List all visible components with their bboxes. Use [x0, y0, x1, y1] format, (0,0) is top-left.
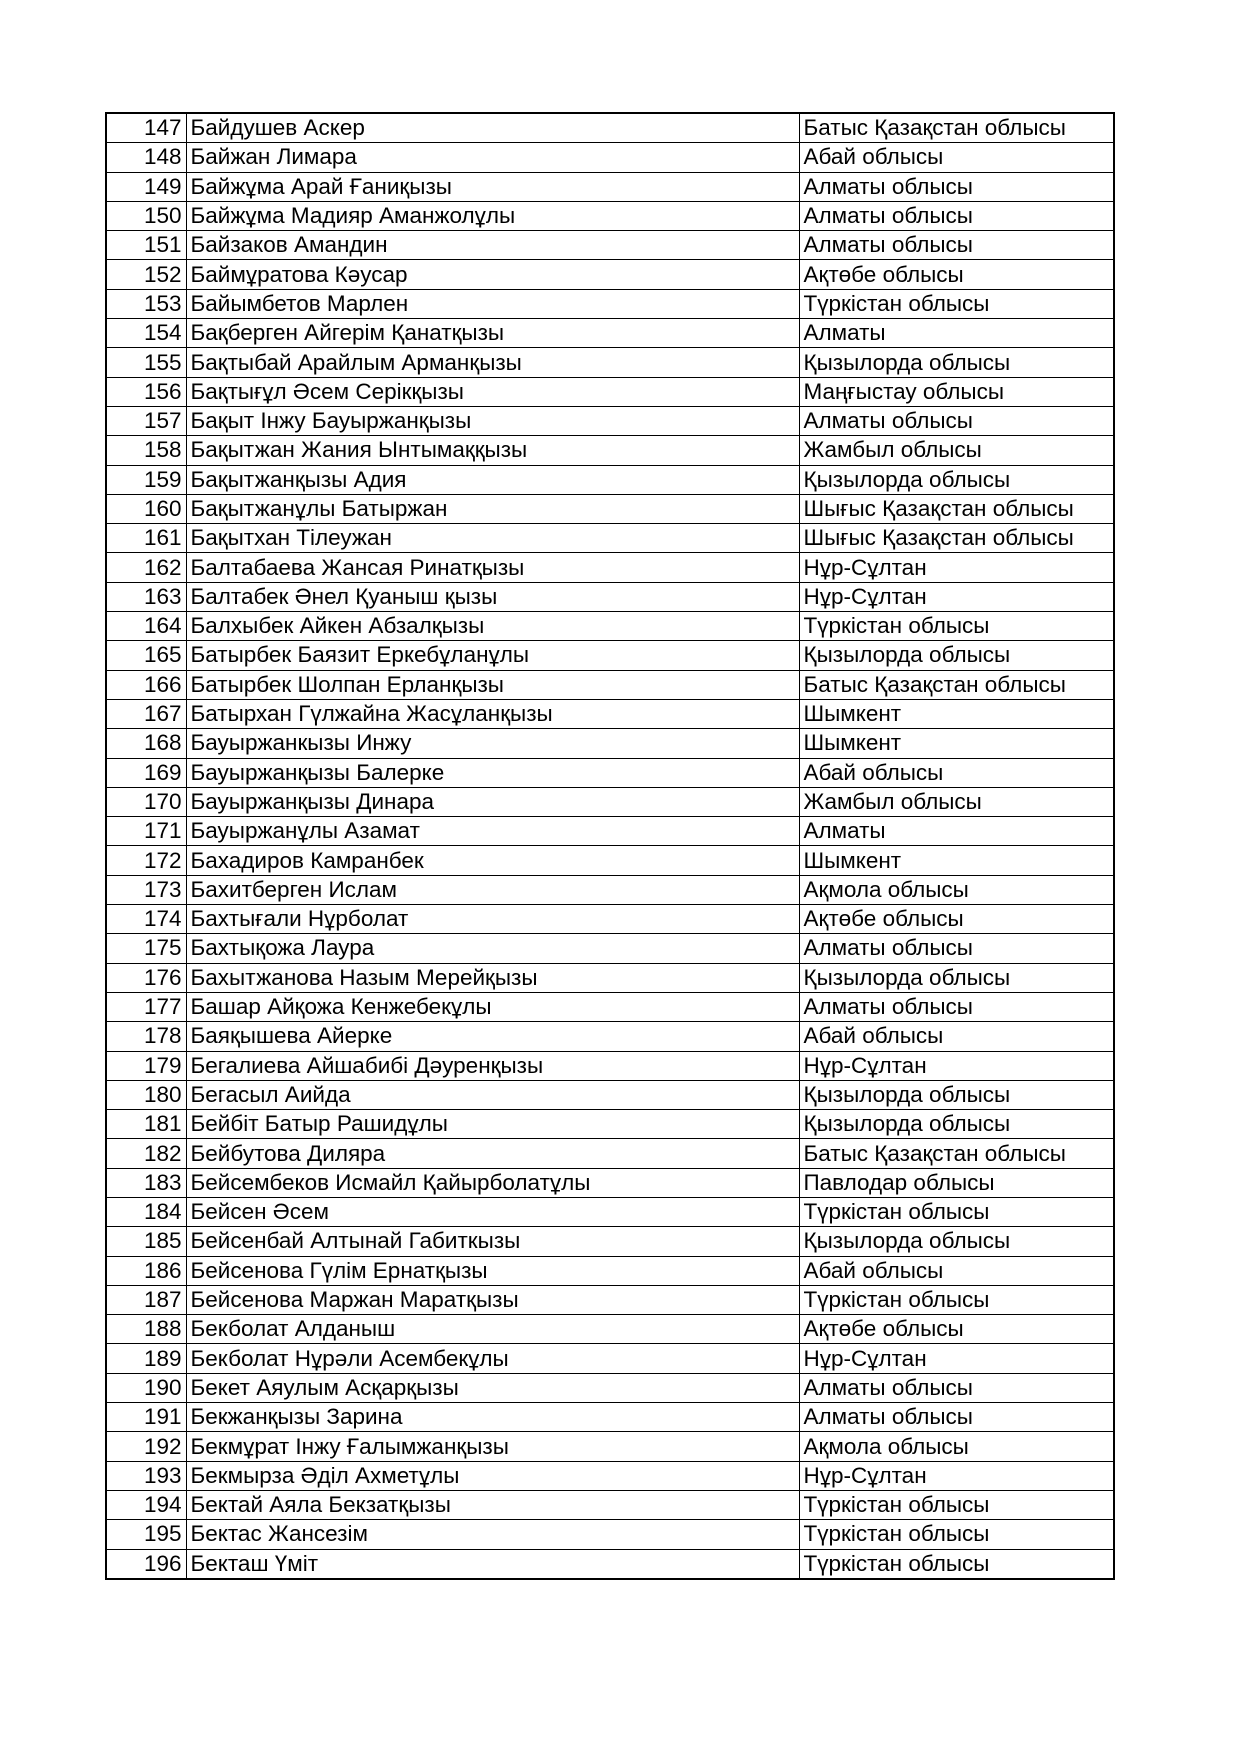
- full-name-cell: Бақтығұл Әсем Серікқызы: [186, 377, 799, 406]
- region-cell: Түркістан облысы: [799, 1285, 1114, 1314]
- row-number: 196: [106, 1549, 186, 1579]
- table-row: [106, 113, 1114, 143]
- table-row: [106, 289, 1114, 318]
- full-name-cell: Бауыржанұлы Азамат: [186, 817, 799, 846]
- row-number: 174: [106, 905, 186, 934]
- region-cell: Шымкент: [799, 699, 1114, 728]
- full-name-cell: Бейбутова Диляра: [186, 1139, 799, 1168]
- region-cell: Батыс Қазақстан облысы: [799, 670, 1114, 699]
- row-number: 153: [106, 289, 186, 318]
- full-name-cell: Бақберген Айгерім Қанатқызы: [186, 319, 799, 348]
- table-row: [106, 1461, 1114, 1490]
- row-number: 186: [106, 1256, 186, 1285]
- full-name-cell: Байымбетов Марлен: [186, 289, 799, 318]
- row-number: 166: [106, 670, 186, 699]
- row-number: 158: [106, 436, 186, 465]
- region-cell: Қызылорда облысы: [799, 1080, 1114, 1109]
- full-name-cell: Баймұратова Кәусар: [186, 260, 799, 289]
- row-number: 170: [106, 787, 186, 816]
- full-name-cell: Бектай Аяла Бекзатқызы: [186, 1490, 799, 1519]
- table-row: [106, 963, 1114, 992]
- region-cell: Қызылорда облысы: [799, 348, 1114, 377]
- region-cell: Алматы облысы: [799, 201, 1114, 230]
- row-number: 177: [106, 992, 186, 1021]
- full-name-cell: Бауыржанкызы Инжу: [186, 729, 799, 758]
- region-cell: Нұр-Сұлтан: [799, 1344, 1114, 1373]
- table-row: [106, 934, 1114, 963]
- row-number: 185: [106, 1227, 186, 1256]
- full-name-cell: Бейсенова Гүлім Ернатқызы: [186, 1256, 799, 1285]
- table-row: [106, 201, 1114, 230]
- row-number: 154: [106, 319, 186, 348]
- table-row: [106, 905, 1114, 934]
- region-cell: Қызылорда облысы: [799, 963, 1114, 992]
- full-name-cell: Бахитберген Ислам: [186, 875, 799, 904]
- row-number: 148: [106, 143, 186, 172]
- table-row: [106, 846, 1114, 875]
- region-cell: Алматы облысы: [799, 406, 1114, 435]
- row-number: 159: [106, 465, 186, 494]
- row-number: 184: [106, 1197, 186, 1226]
- region-cell: Алматы: [799, 817, 1114, 846]
- region-cell: Алматы облысы: [799, 172, 1114, 201]
- row-number: 179: [106, 1051, 186, 1080]
- full-name-cell: Бахадиров Камранбек: [186, 846, 799, 875]
- row-number: 182: [106, 1139, 186, 1168]
- table-row: [106, 1227, 1114, 1256]
- table-row: [106, 231, 1114, 260]
- full-name-cell: Бейбіт Батыр Рашидұлы: [186, 1110, 799, 1139]
- row-number: 162: [106, 553, 186, 582]
- region-cell: Павлодар облысы: [799, 1168, 1114, 1197]
- row-number: 172: [106, 846, 186, 875]
- table-row: [106, 1315, 1114, 1344]
- row-number: 192: [106, 1432, 186, 1461]
- row-number: 167: [106, 699, 186, 728]
- row-number: 189: [106, 1344, 186, 1373]
- full-name-cell: Байжұма Арай Ғаниқызы: [186, 172, 799, 201]
- table-row: [106, 992, 1114, 1021]
- row-number: 194: [106, 1490, 186, 1519]
- table-row: [106, 787, 1114, 816]
- full-name-cell: Бахытжанова Назым Мерейқызы: [186, 963, 799, 992]
- row-number: 190: [106, 1373, 186, 1402]
- row-number: 195: [106, 1520, 186, 1549]
- region-cell: Абай облысы: [799, 1022, 1114, 1051]
- region-cell: Шымкент: [799, 729, 1114, 758]
- region-cell: Батыс Қазақстан облысы: [799, 113, 1114, 143]
- row-number: 183: [106, 1168, 186, 1197]
- region-cell: Түркістан облысы: [799, 1549, 1114, 1579]
- region-cell: Алматы облысы: [799, 934, 1114, 963]
- table-row: [106, 817, 1114, 846]
- table-row: [106, 1490, 1114, 1519]
- row-number: 180: [106, 1080, 186, 1109]
- row-number: 157: [106, 406, 186, 435]
- region-cell: Қызылорда облысы: [799, 1227, 1114, 1256]
- table-row: [106, 348, 1114, 377]
- table-row: [106, 553, 1114, 582]
- region-cell: Нұр-Сұлтан: [799, 553, 1114, 582]
- full-name-cell: Бекболат Нұрәли Асембекұлы: [186, 1344, 799, 1373]
- table-row: [106, 494, 1114, 523]
- row-number: 188: [106, 1315, 186, 1344]
- region-cell: Алматы облысы: [799, 992, 1114, 1021]
- full-name-cell: Бейсен Әсем: [186, 1197, 799, 1226]
- table-row: [106, 612, 1114, 641]
- table-row: [106, 758, 1114, 787]
- region-cell: Алматы: [799, 319, 1114, 348]
- region-cell: Абай облысы: [799, 758, 1114, 787]
- table-row: [106, 875, 1114, 904]
- table-row: [106, 1051, 1114, 1080]
- full-name-cell: Байдушев Аскер: [186, 113, 799, 143]
- table-row: [106, 670, 1114, 699]
- row-number: 165: [106, 641, 186, 670]
- table-row: [106, 406, 1114, 435]
- row-number: 181: [106, 1110, 186, 1139]
- full-name-cell: Байжұма Мадияр Аманжолұлы: [186, 201, 799, 230]
- full-name-cell: Бекжанқызы Зарина: [186, 1403, 799, 1432]
- region-cell: Нұр-Сұлтан: [799, 582, 1114, 611]
- row-number: 150: [106, 201, 186, 230]
- region-cell: Нұр-Сұлтан: [799, 1461, 1114, 1490]
- region-cell: Алматы облысы: [799, 1403, 1114, 1432]
- table-row: [106, 1285, 1114, 1314]
- region-cell: Түркістан облысы: [799, 612, 1114, 641]
- full-name-cell: Бақтыбай Арайлым Арманқызы: [186, 348, 799, 377]
- region-cell: Қызылорда облысы: [799, 1110, 1114, 1139]
- full-name-cell: Бекмұрат Інжу Ғалымжанқызы: [186, 1432, 799, 1461]
- table-row: [106, 1373, 1114, 1402]
- row-number: 173: [106, 875, 186, 904]
- table-row: [106, 1197, 1114, 1226]
- row-number: 151: [106, 231, 186, 260]
- region-cell: Түркістан облысы: [799, 1520, 1114, 1549]
- region-cell: Жамбыл облысы: [799, 436, 1114, 465]
- region-cell: Түркістан облысы: [799, 1197, 1114, 1226]
- full-name-cell: Бейсембеков Исмайл Қайырболатұлы: [186, 1168, 799, 1197]
- full-name-cell: Бақытжанқызы Адия: [186, 465, 799, 494]
- full-name-cell: Балхыбек Айкен Абзалқызы: [186, 612, 799, 641]
- table-row: [106, 1022, 1114, 1051]
- full-name-cell: Бегалиева Айшабибі Дәуренқызы: [186, 1051, 799, 1080]
- row-number: 163: [106, 582, 186, 611]
- row-number: 152: [106, 260, 186, 289]
- region-cell: Абай облысы: [799, 1256, 1114, 1285]
- full-name-cell: Башар Айқожа Кенжебекұлы: [186, 992, 799, 1021]
- table-row: [106, 260, 1114, 289]
- row-number: 160: [106, 494, 186, 523]
- region-cell: Шығыс Қазақстан облысы: [799, 494, 1114, 523]
- table-row: [106, 1344, 1114, 1373]
- full-name-cell: Батырбек Баязит Еркебұланұлы: [186, 641, 799, 670]
- full-name-cell: Бекболат Алданыш: [186, 1315, 799, 1344]
- full-name-cell: Бауыржанқызы Балерке: [186, 758, 799, 787]
- full-name-cell: Бейсенова Маржан Маратқызы: [186, 1285, 799, 1314]
- region-cell: Маңғыстау облысы: [799, 377, 1114, 406]
- full-name-cell: Бейсенбай Алтынай Габиткызы: [186, 1227, 799, 1256]
- full-name-cell: Бақытжанұлы Батыржан: [186, 494, 799, 523]
- row-number: 156: [106, 377, 186, 406]
- region-cell: Ақмола облысы: [799, 1432, 1114, 1461]
- table-row: [106, 1432, 1114, 1461]
- region-cell: Қызылорда облысы: [799, 641, 1114, 670]
- table-row: [106, 377, 1114, 406]
- row-number: 175: [106, 934, 186, 963]
- full-name-cell: Батырхан Гүлжайна Жасұланқызы: [186, 699, 799, 728]
- table-row: [106, 1139, 1114, 1168]
- row-number: 191: [106, 1403, 186, 1432]
- table-row: [106, 436, 1114, 465]
- table-row: [106, 699, 1114, 728]
- row-number: 155: [106, 348, 186, 377]
- region-cell: Шығыс Қазақстан облысы: [799, 524, 1114, 553]
- region-cell: Ақтөбе облысы: [799, 260, 1114, 289]
- region-cell: Шымкент: [799, 846, 1114, 875]
- region-cell: Жамбыл облысы: [799, 787, 1114, 816]
- region-cell: Ақтөбе облысы: [799, 1315, 1114, 1344]
- table-row: [106, 641, 1114, 670]
- table-row: [106, 1110, 1114, 1139]
- row-number: 164: [106, 612, 186, 641]
- region-cell: Алматы облысы: [799, 1373, 1114, 1402]
- full-name-cell: Бауыржанқызы Динара: [186, 787, 799, 816]
- full-name-cell: Байжан Лимара: [186, 143, 799, 172]
- row-number: 187: [106, 1285, 186, 1314]
- full-name-cell: Бектас Жансезім: [186, 1520, 799, 1549]
- region-cell: Қызылорда облысы: [799, 465, 1114, 494]
- full-name-cell: Бекет Аяулым Асқарқызы: [186, 1373, 799, 1402]
- participants-table: [105, 112, 1115, 1580]
- full-name-cell: Бақытхан Тілеужан: [186, 524, 799, 553]
- row-number: 193: [106, 1461, 186, 1490]
- region-cell: Нұр-Сұлтан: [799, 1051, 1114, 1080]
- table-row: [106, 582, 1114, 611]
- full-name-cell: Балтабаева Жансая Ринатқызы: [186, 553, 799, 582]
- table-row: [106, 1080, 1114, 1109]
- table-row: [106, 1168, 1114, 1197]
- full-name-cell: Бегасыл Аийда: [186, 1080, 799, 1109]
- table-row: [106, 1520, 1114, 1549]
- table-row: [106, 1256, 1114, 1285]
- table-row: [106, 1549, 1114, 1579]
- row-number: 178: [106, 1022, 186, 1051]
- row-number: 176: [106, 963, 186, 992]
- row-number: 168: [106, 729, 186, 758]
- row-number: 171: [106, 817, 186, 846]
- row-number: 169: [106, 758, 186, 787]
- row-number: 147: [106, 113, 186, 143]
- table-row: [106, 729, 1114, 758]
- participants-table-body: [106, 113, 1114, 1579]
- region-cell: Ақтөбе облысы: [799, 905, 1114, 934]
- row-number: 149: [106, 172, 186, 201]
- table-row: [106, 143, 1114, 172]
- table-row: [106, 1403, 1114, 1432]
- region-cell: Абай облысы: [799, 143, 1114, 172]
- table-row: [106, 172, 1114, 201]
- region-cell: Түркістан облысы: [799, 1490, 1114, 1519]
- full-name-cell: Бекмырза Әділ Ахметұлы: [186, 1461, 799, 1490]
- full-name-cell: Байзаков Амандин: [186, 231, 799, 260]
- full-name-cell: Баяқышева Айерке: [186, 1022, 799, 1051]
- full-name-cell: Балтабек Әнел Қуаныш қызы: [186, 582, 799, 611]
- region-cell: Алматы облысы: [799, 231, 1114, 260]
- row-number: 161: [106, 524, 186, 553]
- full-name-cell: Бақытжан Жания Ынтымаққызы: [186, 436, 799, 465]
- table-row: [106, 524, 1114, 553]
- full-name-cell: Бахтығали Нұрболат: [186, 905, 799, 934]
- region-cell: Түркістан облысы: [799, 289, 1114, 318]
- table-row: [106, 319, 1114, 348]
- full-name-cell: Бахтықожа Лаура: [186, 934, 799, 963]
- full-name-cell: Бекташ Үміт: [186, 1549, 799, 1579]
- region-cell: Ақмола облысы: [799, 875, 1114, 904]
- region-cell: Батыс Қазақстан облысы: [799, 1139, 1114, 1168]
- full-name-cell: Батырбек Шолпан Ерланқызы: [186, 670, 799, 699]
- full-name-cell: Бақыт Інжу Бауыржанқызы: [186, 406, 799, 435]
- table-row: [106, 465, 1114, 494]
